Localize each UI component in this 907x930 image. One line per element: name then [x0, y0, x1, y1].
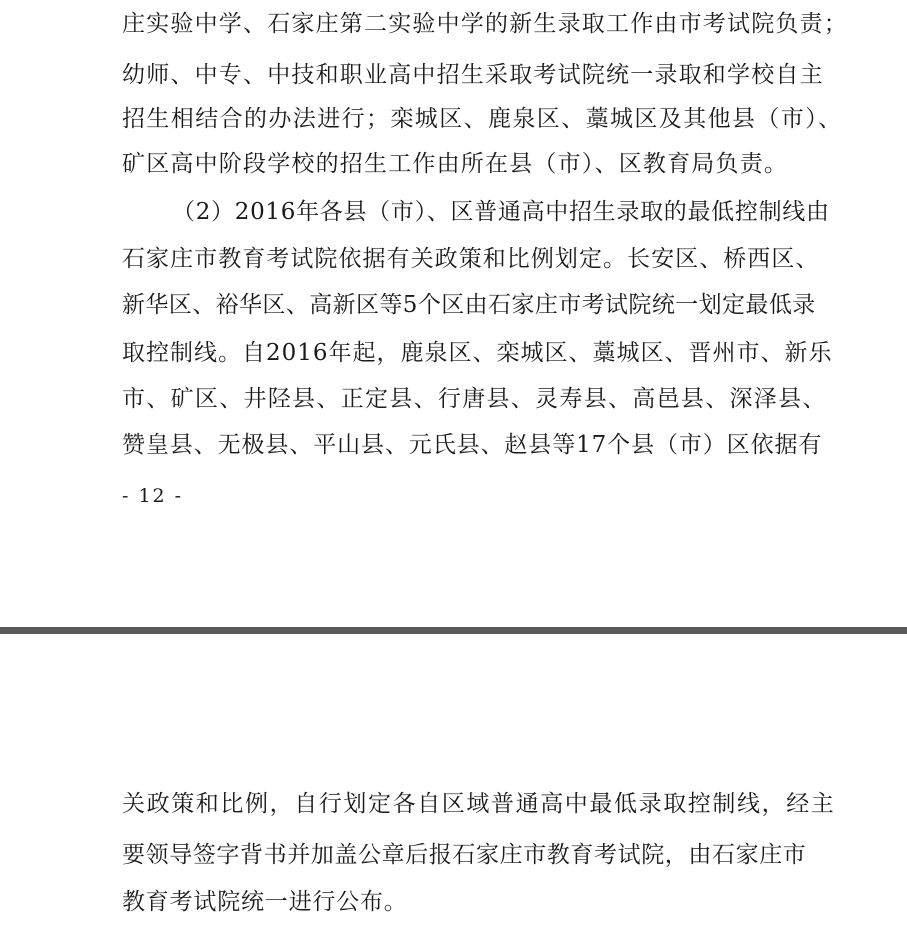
paragraph-line: 幼师、中专、中技和职业高中招生采取考试院统一录取和学校自主 [122, 62, 824, 88]
paragraph-line: 要领导签字背书并加盖公章后报石家庄市教育考试院，由石家庄市 [122, 842, 807, 868]
page-break-divider [0, 627, 907, 634]
paragraph-line: 赞皇县、无极县、平山县、元氏县、赵县等17个县（市）区依据有 [122, 432, 823, 458]
paragraph-line: 新华区、裕华区、高新区等5个区由石家庄市考试院统一划定最低录 [122, 292, 816, 318]
paragraph-line: 石家庄市教育考试院依据有关政策和比例划定。长安区、桥西区、 [122, 246, 820, 272]
page-number: - 12 - [122, 485, 184, 507]
paragraph-line-indented: （2）2016年各县（市）、区普通高中招生录取的最低控制线由 [172, 199, 830, 225]
paragraph-line: 取控制线。自2016年起，鹿泉区、栾城区、藁城区、晋州市、新乐 [122, 340, 833, 366]
paragraph-line: 招生相结合的办法进行；栾城区、鹿泉区、藁城区及其他县（市）、 [122, 106, 843, 132]
paragraph-line: 市、矿区、井陉县、正定县、行唐县、灵寿县、高邑县、深泽县、 [122, 386, 827, 412]
paragraph-line: 教育考试院统一进行公布。 [122, 889, 408, 915]
paragraph-line: 关政策和比例，自行划定各自区域普通高中最低录取控制线，经主 [122, 791, 836, 817]
paragraph-line: 矿区高中阶段学校的招生工作由所在县（市）、区教育局负责。 [122, 151, 789, 177]
paragraph-line: 庄实验中学、石家庄第二实验中学的新生录取工作由市考试院负责； [122, 11, 848, 37]
